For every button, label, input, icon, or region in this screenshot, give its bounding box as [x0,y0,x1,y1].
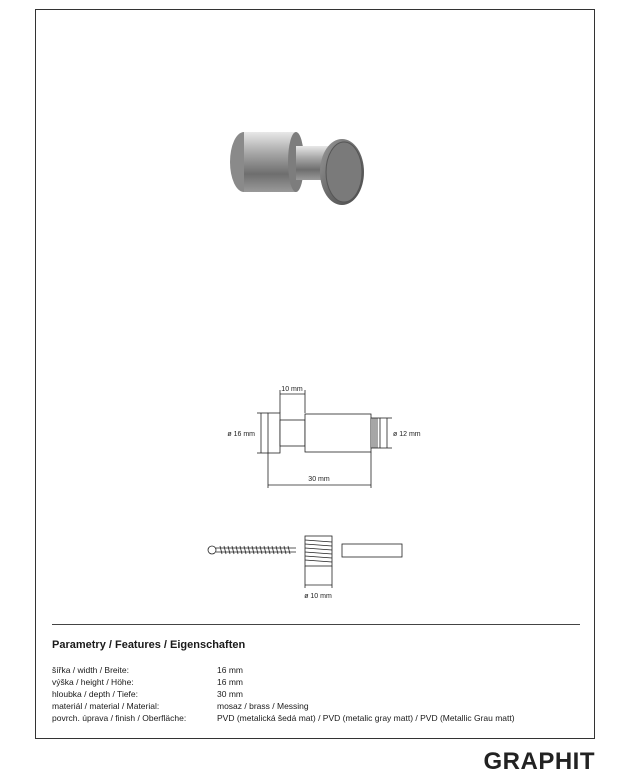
spec-value: PVD (metalická šedá mat) / PVD (metalic gray matt) / PVD (Metallic Grau matt) [217,713,515,723]
spec-value: 16 mm [217,677,243,687]
spec-value: mosaz / brass / Messing [217,701,309,711]
dim-diameter-left: ø 16 mm [227,431,255,438]
dim-width-top: 10 mm [281,386,303,393]
spec-label: výška / height / Höhe: [52,677,134,687]
spec-label: hloubka / depth / Tiefe: [52,689,139,699]
dim-anchor-diameter: ø 10 mm [304,593,332,600]
features-title: Parametry / Features / Eigenschaften [52,639,246,651]
spec-label: šířka / width / Breite: [52,665,129,675]
spec-value: 16 mm [217,665,243,675]
spec-label: materiál / material / Material: [52,701,160,711]
dim-diameter-right: ø 12 mm [393,431,421,438]
section-divider [52,624,580,625]
dim-length: 30 mm [308,476,330,483]
spec-label: povrch. úprava / finish / Oberfläche: [52,713,187,723]
brand-name: GRAPHIT [483,748,595,775]
spec-value: 30 mm [217,689,243,699]
